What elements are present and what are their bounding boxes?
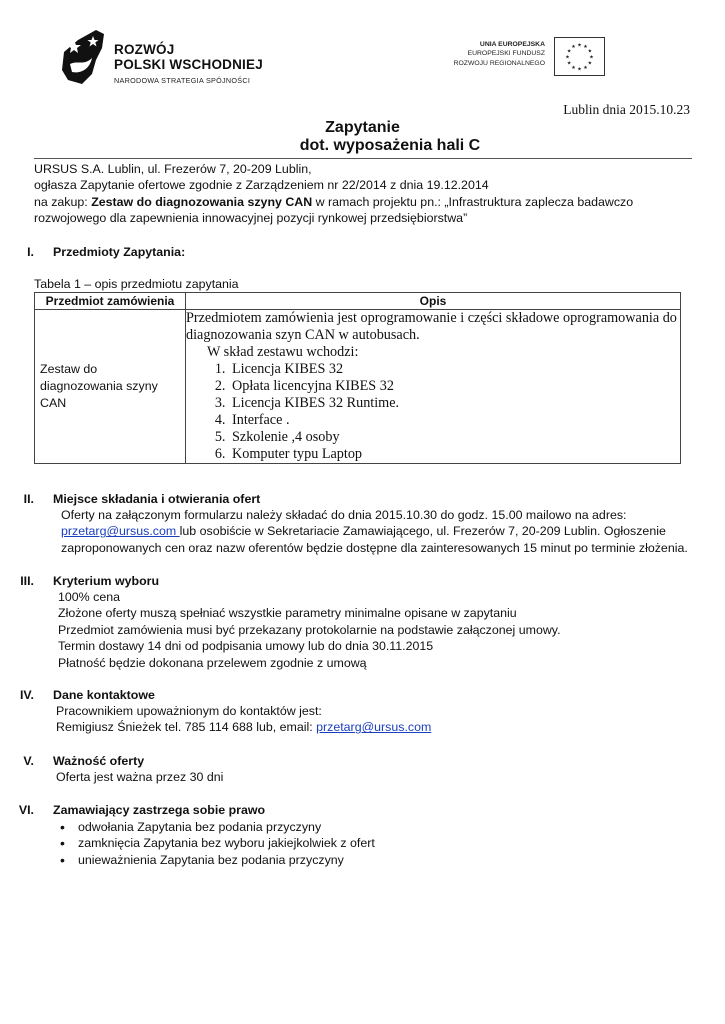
eu-star-icon: ★ <box>587 60 593 67</box>
section-2-line-2-rest: lub osobiście w Sekretariacie Zamawiającego, ul. Frezerów 7, 20-209 Lublin. Ogłoszenie <box>179 524 666 539</box>
intro-line-1: URSUS S.A. Lublin, ul. Frezerów 7, 20-209 Lublin, <box>34 162 312 176</box>
section-title: Dane kontaktowe <box>53 688 155 702</box>
section-title: Miejsce składania i otwierania ofert <box>53 492 261 506</box>
eu-star-icon: ★ <box>589 54 594 61</box>
eu-star-icon: ★ <box>571 64 576 71</box>
page-subtitle: dot. wyposażenia hali C <box>299 137 481 154</box>
set-intro: W skład zestawu wchodzi: <box>207 344 359 360</box>
eu-star-icon: ★ <box>583 64 588 71</box>
document-date: Lublin dnia 2015.10.23 <box>563 102 690 117</box>
section-title: Przedmioty Zapytania: <box>53 245 186 259</box>
criterion-line: 100% cena <box>58 590 121 604</box>
section-number: VI. <box>18 803 34 817</box>
intro-paragraph <box>34 161 694 227</box>
section-number: IV. <box>19 688 34 702</box>
section-title: Kryterium wyboru <box>53 574 160 588</box>
criterion-line: Płatność będzie dokonana przelewem zgodnie z umową <box>58 655 367 670</box>
eu-line-3: ROZWOJU REGIONALNEGO <box>453 59 545 67</box>
list-item: 2. Opłata licencyjna KIBES 32 <box>229 378 680 395</box>
intro-line-3 <box>34 194 694 210</box>
list-item: 3. Licencja KIBES 32 Runtime. <box>229 395 680 412</box>
column-header-description: Opis <box>186 293 681 310</box>
eu-star-icon: ★ <box>565 54 570 61</box>
list-item: 6. Komputer typu Laptop <box>229 446 680 463</box>
eu-star-icon: ★ <box>583 44 588 51</box>
section-2-line-3: zaproponowanych cen oraz nazw oferentów będzie dostępne dla zainteresowanych 15 minut po terminie złożenia. <box>61 540 688 555</box>
eu-star-icon: ★ <box>566 60 572 67</box>
eu-flag-icon <box>554 37 605 76</box>
intro-subject: Zestaw do diagnozowania szyny CAN <box>91 194 313 209</box>
table-row <box>35 310 681 464</box>
table-caption: Tabela 1 – opis przedmiotu zapytania <box>34 277 239 291</box>
contact-line-1: Pracownikiem upoważnionym do kontaktów jest: <box>56 704 322 718</box>
list-item: • unieważnienia Zapytania bez podania przyczyny <box>56 852 556 868</box>
section-number: II. <box>23 492 34 506</box>
contact-person: Remigiusz Śnieżek tel. 785 114 688 lub, email: <box>56 720 317 735</box>
rozwoj-polski-wschodniej-logo <box>62 30 292 86</box>
eu-line-1: UNIA EUROPEJSKA <box>479 41 545 48</box>
list-item: 4. Interface . <box>229 412 680 429</box>
subject-table <box>34 292 681 464</box>
section-2-line-2 <box>61 523 701 539</box>
intro-line-4: rozwojowego dla zapewnienia innowacyjnej pozycji rynkowej przedsiębiorstwa” <box>34 211 468 226</box>
eu-star-icon: ★ <box>566 48 572 55</box>
intro-line-2: ogłasza Zapytanie ofertowe zgodnie z Zarządzeniem nr 22/2014 z dnia 19.12.2014 <box>34 178 489 193</box>
list-item: • zamknięcia Zapytania bez wyboru jakiejkolwiek z ofert <box>56 835 556 851</box>
flying-bird-emblem-icon <box>62 30 108 86</box>
table-cell-subject: Zestaw do diagnozowania szyny CAN <box>35 310 186 464</box>
eu-star-icon: ★ <box>577 66 582 73</box>
section-number: V. <box>23 754 34 768</box>
section-2-line-1: Oferty na załączonym formularzu należy składać do dnia 2015.10.30 do godz. 15.00 mailowo na adres: <box>61 508 627 522</box>
eu-line-2: EUROPEJSKI FUNDUSZ <box>467 50 545 58</box>
eu-star-icon: ★ <box>587 48 593 55</box>
section-3-body <box>58 589 698 671</box>
contact-line-2 <box>56 719 696 735</box>
section-number: III. <box>20 574 34 588</box>
table-cell-description <box>186 310 681 464</box>
intro-prefix: na zakup: <box>34 194 92 209</box>
eu-star-icon: ★ <box>577 42 582 49</box>
criterion-line: Złożone oferty muszą spełniać wszystkie parametry minimalne opisane w zapytaniu <box>58 606 517 621</box>
page-title: Zapytanie <box>325 119 400 136</box>
section-number: I. <box>27 245 34 259</box>
eu-text <box>454 40 545 68</box>
title-divider <box>34 158 692 159</box>
section-title: Zamawiający zastrzega sobie prawo <box>53 803 266 817</box>
logo-line-2: POLSKI WSCHODNIEJ <box>114 57 263 72</box>
column-header-subject: Przedmiot zamówienia <box>35 293 186 310</box>
section-4-body <box>56 703 696 736</box>
section-title: Ważność oferty <box>53 754 145 768</box>
intro-suffix: w ramach projektu pn.: „Infrastruktura zaplecza badawczo <box>312 194 634 209</box>
logo-line-3: NARODOWA STRATEGIA SPÓJNOŚCI <box>114 76 251 85</box>
section-2-body <box>61 507 701 556</box>
logo-line-1: ROZWÓJ <box>114 42 175 57</box>
validity-text: Oferta jest ważna przez 30 dni <box>56 770 224 784</box>
criterion-line: Przedmiot zamówienia musi być przekazany protokolarnie na podstawie załączonej umowy. <box>58 622 561 637</box>
table-header-row <box>35 293 681 310</box>
list-item: • odwołania Zapytania bez podania przyczyny <box>56 819 556 835</box>
description-text: Przedmiotem zamówienia jest oprogramowanie i części składowe oprogramowania do diagnozowania szyn CAN w autobusach. <box>186 310 677 343</box>
email-link[interactable]: przetarg@ursus.com <box>61 524 180 539</box>
eu-logo <box>450 37 605 75</box>
list-item: 5. Szkolenie ,4 osoby <box>229 429 680 446</box>
set-items-list <box>186 361 680 463</box>
rights-list <box>56 819 556 868</box>
list-item: 1. Licencja KIBES 32 <box>229 361 680 378</box>
criterion-line: Termin dostawy 14 dni od podpisania umowy lub do dnia 30.11.2015 <box>58 639 434 654</box>
eu-star-icon: ★ <box>571 44 576 51</box>
contact-email-link[interactable]: przetarg@ursus.com <box>316 720 432 735</box>
